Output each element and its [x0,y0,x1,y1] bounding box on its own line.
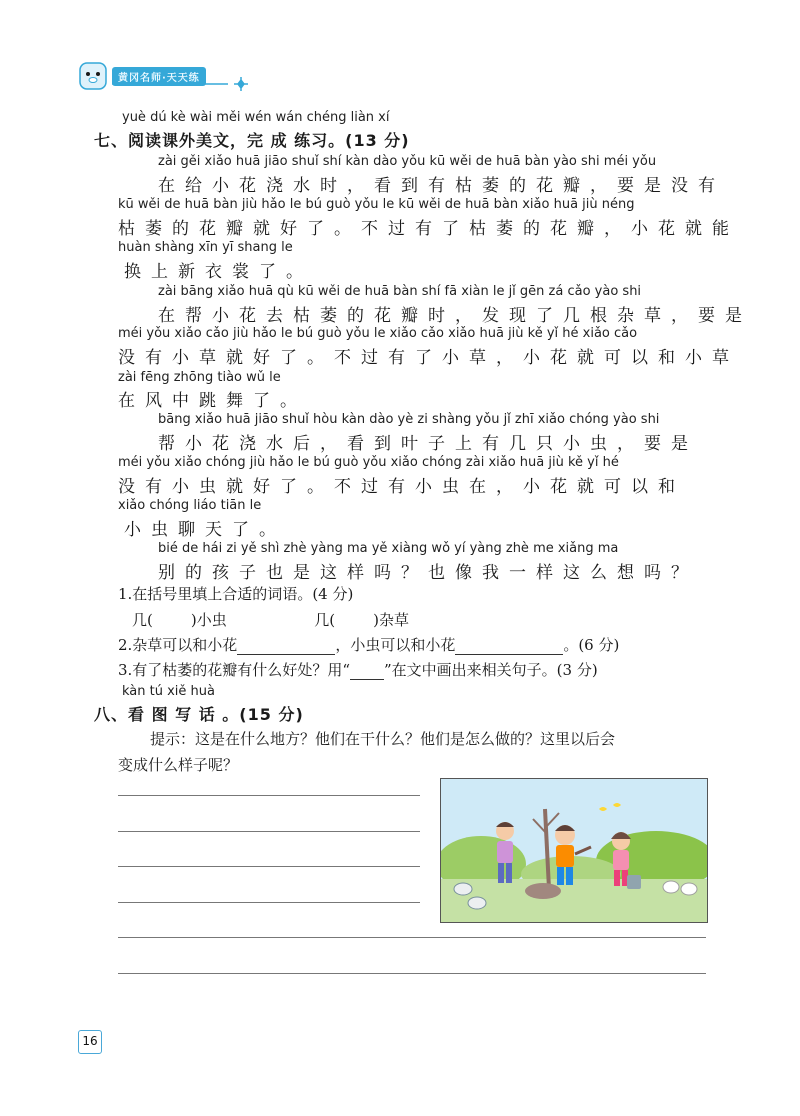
section7-title [94,128,410,151]
section8-title [94,702,304,725]
passage-line-2: 枯萎的花瓣就好了。不过有了枯萎的花瓣，小花就能 [118,219,739,239]
writing-line-4[interactable] [118,902,420,903]
page-number-box [78,1030,102,1054]
passage-line-3: 换上新衣裳了。 [124,262,313,282]
writing-line-1[interactable] [118,795,420,796]
illustration-image [441,779,707,922]
writing-line-3[interactable] [118,866,420,867]
q1-blank-b-suffix: )杂草 [373,611,409,629]
q3-text-b: ”在文中画出来相关句子。(3 分) [383,661,598,679]
passage-line-4: 在帮小花去枯萎的花瓣时，发现了几根杂草，要是 [158,306,752,326]
section8-hint-line-1: 提示：这是在什么地方？他们在干什么？他们是怎么做的？这里以后会 [150,730,616,748]
q1-blank-b-prefix: 几( [314,611,336,629]
passage-pinyin-6: zài fēng zhōng tiào wǔ le [118,370,281,385]
tree-planting-illustration [440,778,708,923]
question-1: 1.在括号里填上合适的词语。(4 分) [118,585,354,603]
q1-blank-a-prefix: 几( [132,611,153,629]
q2-text-c: 。(6 分) [563,636,620,654]
passage-line-10: 别的孩子也是这样吗？也像我一样这么想吗？ [158,563,698,583]
section8-score: (15 分) [239,705,304,724]
writing-line-5[interactable] [118,937,706,938]
section7-score: (13 分) [345,131,410,150]
writing-line-6[interactable] [118,973,706,974]
q2-text-b: ，小虫可以和小花 [335,636,456,654]
passage-pinyin-5: méi yǒu xiǎo cǎo jiù hǎo le bú guò yǒu le xiǎo cǎo xiǎo huā jiù kě yǐ hé xiǎo cǎo [118,326,638,341]
brand-title: 黄冈名师·天天练 [112,67,206,86]
q2-blank-a[interactable] [237,638,335,655]
q3-underline-sample [350,663,384,680]
passage-pinyin-9: xiǎo chóng liáo tiān le [118,498,262,513]
passage-line-6: 在风中跳舞了。 [118,391,307,411]
question-3 [118,659,598,680]
section8-title-pinyin: kàn tú xiě huà [122,684,215,699]
q2-text-a: 2.杂草可以和小花 [118,636,238,654]
page-number: 16 [82,1034,98,1048]
passage-line-9: 小虫聊天了。 [124,520,286,540]
q1-blank-b[interactable] [335,614,373,630]
q1-blank-a-suffix: )小虫 [190,611,227,629]
section8-title-text: 八、看 图 写 话 。 [94,705,240,724]
brand-badge [78,60,258,94]
question-2 [118,634,619,655]
q1-blank-a[interactable] [153,614,191,630]
passage-pinyin-10: bié de hái zi yě shì zhè yàng ma yě xiàng wǒ yí yàng zhè me xiǎng ma [158,541,619,556]
passage-pinyin-8: méi yǒu xiǎo chóng jiù hǎo le bú guò yǒu xiǎo chóng zài xiǎo huā jiù kě yǐ hé [118,455,619,470]
section7-title-text: 七、阅读课外美文，完 成 练习。 [94,131,346,150]
passage-pinyin-2: kū wěi de huā bàn jiù hǎo le bú guò yǒu le kū wěi de huā bàn xiǎo huā jiù néng [118,197,635,212]
section7-title-pinyin: yuè dú kè wài měi wén wán chéng liàn xí [122,110,390,125]
q3-text-a: 3.有了枯萎的花瓣有什么好处？用“ [118,661,350,679]
passage-line-1: 在给小花浇水时，看到有枯萎的花瓣，要是没有 [158,176,725,196]
passage-line-7: 帮小花浇水后，看到叶子上有几只小虫，要是 [158,434,698,454]
passage-pinyin-7: bāng xiǎo huā jiāo shuǐ hòu kàn dào yè zi shàng yǒu jǐ zhī xiǎo chóng yào shi [158,412,660,427]
section8-hint-line-2: 变成什么样子呢？ [118,756,239,774]
passage-pinyin-4: zài bāng xiǎo huā qù kū wěi de huā bàn shí fā xiàn le jǐ gēn zá cǎo yào shi [158,284,642,299]
passage-pinyin-1: zài gěi xiǎo huā jiāo shuǐ shí kàn dào yǒu kū wěi de huā bàn yào shi méi yǒu [158,154,657,169]
q2-blank-b[interactable] [455,638,563,655]
passage-line-5: 没有小草就好了。不过有了小草，小花就可以和小草 [118,348,739,368]
passage-line-8: 没有小虫就好了。不过有小虫在，小花就可以和 [118,477,685,497]
writing-line-2[interactable] [118,831,420,832]
question-1-answers [132,609,409,630]
passage-pinyin-3: huàn shàng xīn yī shang le [118,240,293,255]
